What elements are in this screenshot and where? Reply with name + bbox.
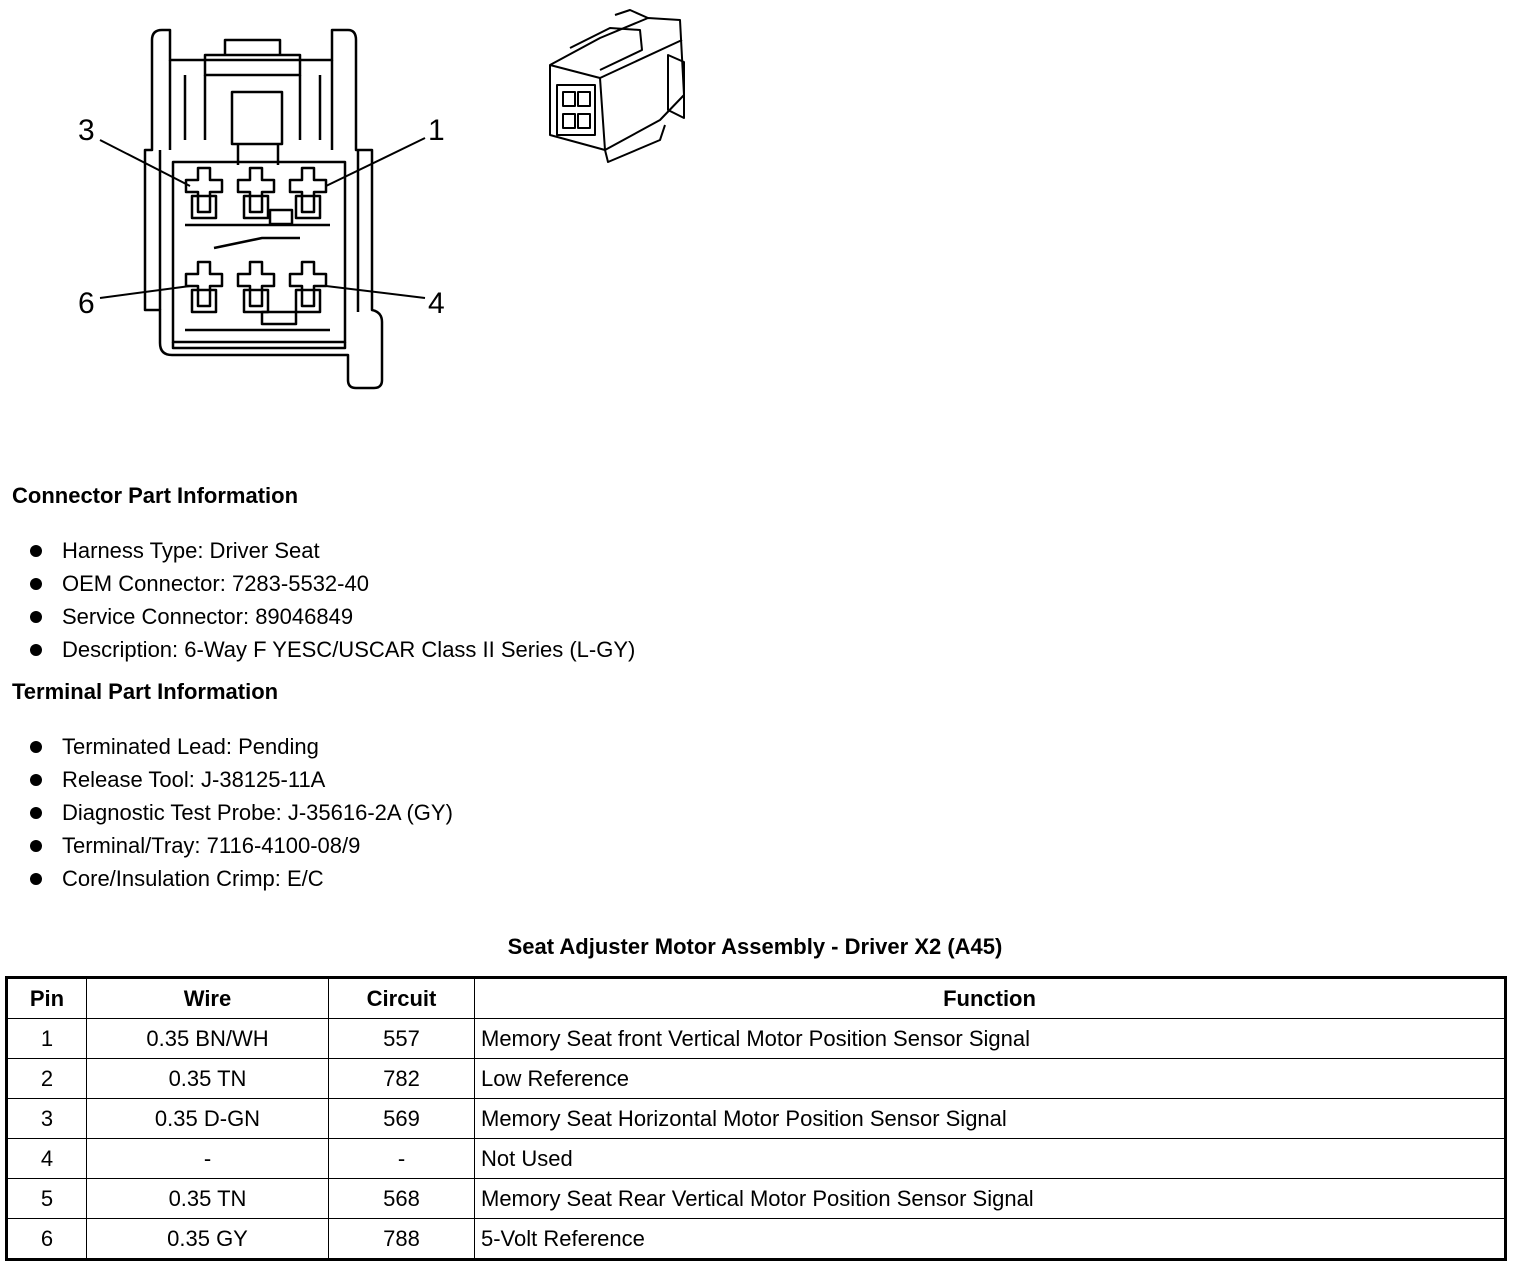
cell-function: Not Used xyxy=(475,1139,1506,1179)
column-header-wire: Wire xyxy=(87,978,329,1019)
cell-pin: 2 xyxy=(7,1059,87,1099)
cell-wire: 0.35 TN xyxy=(87,1059,329,1099)
pin-label-3: 3 xyxy=(78,114,95,147)
pin-label-1: 1 xyxy=(428,114,445,147)
table-row xyxy=(7,1019,1506,1059)
list-item-text: Harness Type: Driver Seat xyxy=(62,538,320,563)
cell-pin: 4 xyxy=(7,1139,87,1179)
terminal-part-info-list xyxy=(30,734,453,899)
cell-circuit: - xyxy=(329,1139,475,1179)
table-header-row xyxy=(7,978,1506,1019)
terminal-cavity-6 xyxy=(186,262,222,312)
cell-pin: 6 xyxy=(7,1219,87,1260)
bullet-icon xyxy=(30,545,42,557)
cell-function: Memory Seat Rear Vertical Motor Position Sensor Signal xyxy=(475,1179,1506,1219)
connector-part-info-heading: Connector Part Information xyxy=(12,483,299,508)
table-title: Seat Adjuster Motor Assembly - Driver X2 (A45) xyxy=(507,934,1003,959)
list-item xyxy=(30,734,453,767)
terminal-cavity-block xyxy=(173,162,345,342)
pin-label-6: 6 xyxy=(78,287,95,320)
column-header-function: Function xyxy=(475,978,1506,1019)
cell-pin: 3 xyxy=(7,1099,87,1139)
connector-diagram xyxy=(0,0,720,400)
table-row xyxy=(7,1139,1506,1179)
cell-wire: 0.35 GY xyxy=(87,1219,329,1260)
list-item-text: Service Connector: 89046849 xyxy=(62,604,354,629)
table-row xyxy=(7,1179,1506,1219)
list-item xyxy=(30,833,453,866)
list-item-text: Release Tool: J-38125-11A xyxy=(62,767,326,792)
table-row xyxy=(7,1099,1506,1139)
connector-3d-thumbnail xyxy=(550,10,684,162)
cell-function: Low Reference xyxy=(475,1059,1506,1099)
bullet-icon xyxy=(30,578,42,590)
cell-circuit: 568 xyxy=(329,1179,475,1219)
table-row xyxy=(7,1059,1506,1099)
terminal-cavity-3 xyxy=(186,168,222,218)
cell-pin: 5 xyxy=(7,1179,87,1219)
bullet-icon xyxy=(30,873,42,885)
bullet-icon xyxy=(30,774,42,786)
terminal-cavity-4 xyxy=(290,262,326,312)
list-item-text: Terminal/Tray: 7116-4100-08/9 xyxy=(62,833,361,858)
list-item xyxy=(30,637,635,670)
cell-function: 5-Volt Reference xyxy=(475,1219,1506,1260)
list-item xyxy=(30,800,453,833)
bullet-icon xyxy=(30,840,42,852)
connector-latch xyxy=(205,40,300,75)
terminal-cavity-1 xyxy=(290,168,326,218)
connector-part-info-list xyxy=(30,538,635,670)
cell-wire: - xyxy=(87,1139,329,1179)
cell-wire: 0.35 BN/WH xyxy=(87,1019,329,1059)
bullet-icon xyxy=(30,644,42,656)
key-slot xyxy=(232,92,282,144)
list-item-text: Diagnostic Test Probe: J-35616-2A (GY) xyxy=(62,800,453,825)
terminal-part-info-heading: Terminal Part Information xyxy=(12,679,279,704)
list-item xyxy=(30,571,635,604)
terminal-cavity-2 xyxy=(238,168,274,218)
list-item-text: Core/Insulation Crimp: E/C xyxy=(62,866,324,891)
column-header-pin: Pin xyxy=(7,978,87,1019)
cell-circuit: 788 xyxy=(329,1219,475,1260)
connector-housing xyxy=(145,30,382,388)
list-item xyxy=(30,767,453,800)
table-row xyxy=(7,1219,1506,1260)
cell-wire: 0.35 D-GN xyxy=(87,1099,329,1139)
cell-circuit: 782 xyxy=(329,1059,475,1099)
terminal-cavity-5 xyxy=(238,262,274,312)
pin-label-4: 4 xyxy=(428,287,445,320)
cell-function: Memory Seat Horizontal Motor Position Sensor Signal xyxy=(475,1099,1506,1139)
cell-circuit: 557 xyxy=(329,1019,475,1059)
cell-pin: 1 xyxy=(7,1019,87,1059)
bullet-icon xyxy=(30,741,42,753)
list-item-text: Terminated Lead: Pending xyxy=(62,734,319,759)
leader-line-4 xyxy=(326,286,425,298)
list-item xyxy=(30,604,635,637)
column-header-circuit: Circuit xyxy=(329,978,475,1019)
list-item xyxy=(30,538,635,571)
pinout-table xyxy=(5,976,1507,1261)
cell-circuit: 569 xyxy=(329,1099,475,1139)
list-item-text: Description: 6-Way F YESC/USCAR Class II Series (L-GY) xyxy=(62,637,636,662)
list-item-text: OEM Connector: 7283-5532-40 xyxy=(62,571,369,596)
bullet-icon xyxy=(30,611,42,623)
bullet-icon xyxy=(30,807,42,819)
cell-wire: 0.35 TN xyxy=(87,1179,329,1219)
list-item xyxy=(30,866,453,899)
cell-function: Memory Seat front Vertical Motor Position Sensor Signal xyxy=(475,1019,1506,1059)
